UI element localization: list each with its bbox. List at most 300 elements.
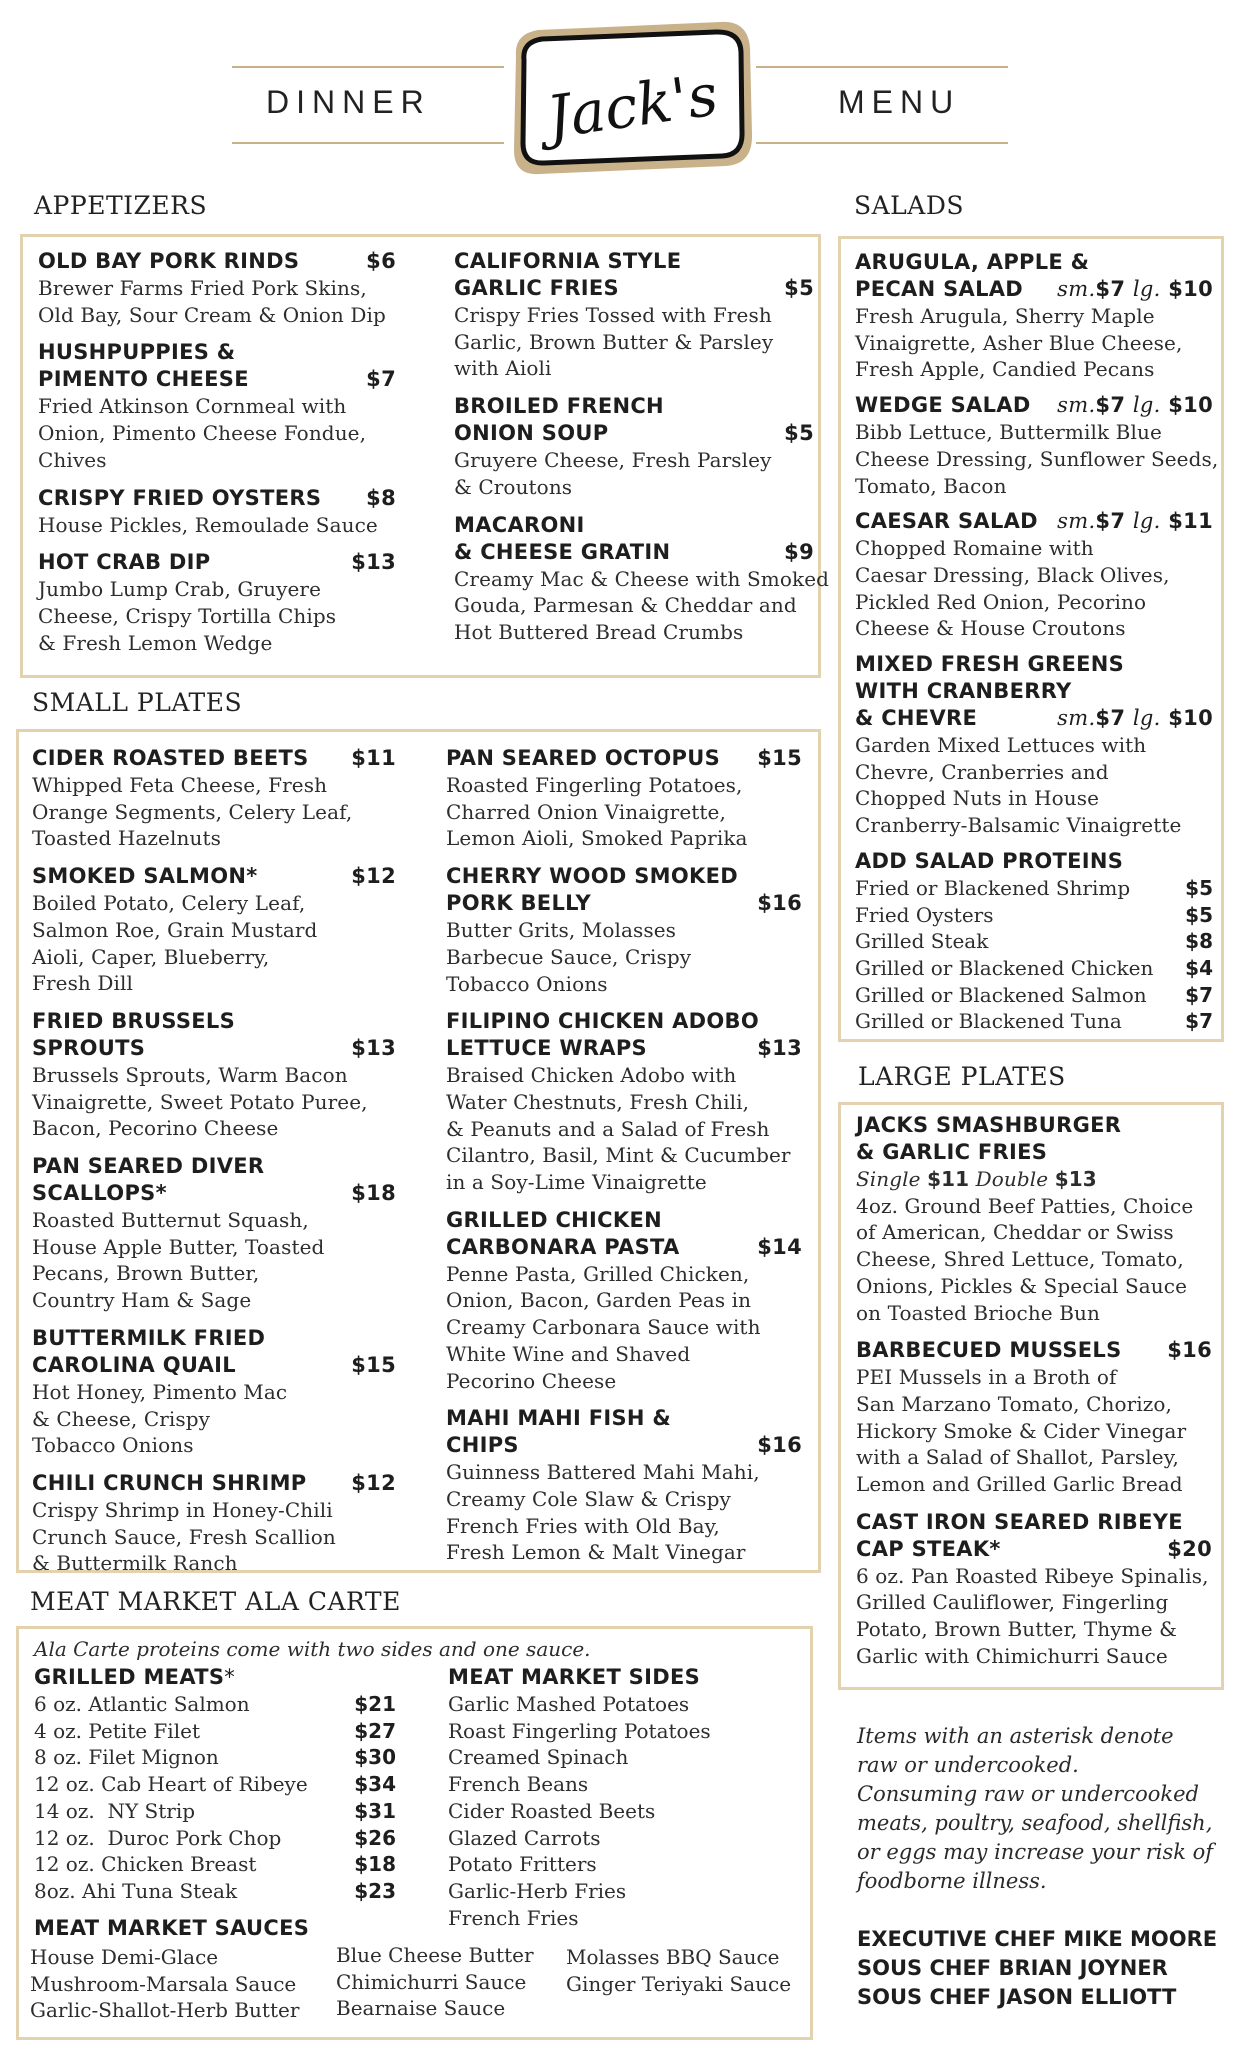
description-line: Onion, Bacon, Garden Peas in xyxy=(446,1288,752,1313)
item-name-line: PAN SEARED OCTOPUS xyxy=(446,746,720,770)
menu-item-wedge-salad xyxy=(855,392,1219,499)
description-line: Braised Chicken Adobo with xyxy=(446,1063,737,1088)
description-line: Creamy Cole Slaw & Crispy xyxy=(446,1486,731,1511)
item-name xyxy=(32,1352,396,1379)
menu-item-smoked-salmon xyxy=(32,863,396,997)
item-name-line: CHILI CRUNCH SHRIMP xyxy=(32,1470,307,1495)
large-plates-column xyxy=(856,1112,1212,1681)
item-description xyxy=(855,303,1213,383)
item-description xyxy=(454,302,814,382)
description-line: Gouda, Parmesan & Cheddar and xyxy=(454,593,797,618)
menu-item-broiled-french-onion-soup xyxy=(454,393,814,500)
protein-name: Fried Oysters xyxy=(855,902,994,927)
description-line: 6 oz. Pan Roasted Ribeye Spinalis, xyxy=(856,1563,1209,1588)
menu-item-macaroni-cheese-gratin xyxy=(454,512,830,646)
description-line: of American, Cheddar or Swiss xyxy=(856,1220,1174,1245)
menu-item-grilled-chicken-carbonara-pasta xyxy=(446,1207,802,1395)
salads-title: SALADS xyxy=(854,191,965,220)
meat-price: $21 xyxy=(354,1692,396,1716)
size-small-label: sm. xyxy=(1057,393,1096,418)
description-line: San Marzano Tomato, Chorizo, xyxy=(856,1391,1172,1416)
meat-name: 12 oz. Duroc Pork Chop xyxy=(34,1825,282,1850)
protein-price: $5 xyxy=(1185,875,1213,900)
large-price: $11 xyxy=(1168,509,1213,534)
item-name-line: OLD BAY PORK RINDS xyxy=(38,249,300,273)
description-line: Cilantro, Basil, Mint & Cucumber xyxy=(446,1143,791,1168)
item-name xyxy=(856,1509,1212,1536)
menu-item-pan-seared-diver-scallops xyxy=(32,1153,396,1314)
grilled-meats-title: GRILLED MEATS* xyxy=(34,1665,236,1689)
meat-name: 12 oz. Cab Heart of Ribeye xyxy=(34,1772,308,1797)
salad-protein-row xyxy=(855,928,1213,955)
side-item: Garlic-Herb Fries xyxy=(448,1878,627,1903)
item-name xyxy=(446,1207,802,1234)
size-small-label: sm. xyxy=(1057,509,1096,534)
disclaimer-line: or eggs may increase your risk of xyxy=(857,1840,1214,1864)
large-plates-items xyxy=(856,1337,1212,1669)
meat-name: 8oz. Ahi Tuna Steak xyxy=(34,1878,238,1903)
description-line: Hot Honey, Pimento Mac xyxy=(32,1379,288,1404)
protein-price: $5 xyxy=(1185,902,1213,927)
item-name xyxy=(32,1008,396,1062)
item-name-line: PAN SEARED DIVER xyxy=(32,1154,265,1179)
menu-item-mahi-mahi-fish-chips xyxy=(446,1405,802,1566)
jacks-logo xyxy=(494,14,764,186)
item-name-line: MACARONI xyxy=(454,512,585,537)
description-line: Potato, Brown Butter, Thyme & xyxy=(856,1617,1178,1642)
item-price: $5 xyxy=(784,421,814,446)
description-line: Garden Mixed Lettuces with xyxy=(855,733,1147,758)
item-price: $14 xyxy=(757,1234,802,1259)
item-description xyxy=(32,1207,396,1314)
description-line: House Pickles, Remoulade Sauce xyxy=(38,512,378,537)
description-line: Hot Buttered Bread Crumbs xyxy=(454,619,744,644)
item-name xyxy=(855,705,1213,732)
description-line: Fresh Dill xyxy=(32,971,133,996)
item-name-line: CARBONARA PASTA xyxy=(446,1234,680,1259)
item-name xyxy=(32,863,396,890)
description-line: Cheese, Shred Lettuce, Tomato, xyxy=(856,1247,1184,1272)
item-name-line: CAESAR SALAD xyxy=(855,509,1038,534)
small-price: $7 xyxy=(1095,706,1126,731)
meat-price: $34 xyxy=(354,1772,396,1797)
description-line: Fresh Lemon & Malt Vinegar xyxy=(446,1540,746,1565)
appetizers-title: APPETIZERS xyxy=(34,191,208,220)
description-line: Aioli, Caper, Blueberry, xyxy=(32,944,270,969)
header-dinner-word: DINNER xyxy=(266,84,431,120)
meat-market-content xyxy=(34,1636,804,1663)
description-line: Charred Onion Vinaigrette, xyxy=(446,799,726,824)
grilled-meat-row xyxy=(34,1878,396,1905)
grilled-meat-row xyxy=(34,1744,396,1771)
item-name-line: FILIPINO CHICKEN ADOBO xyxy=(446,1009,760,1034)
description-line: Gruyere Cheese, Fresh Parsley xyxy=(454,448,772,473)
item-name xyxy=(32,745,396,772)
menu-item-fried-brussels-sprouts xyxy=(32,1008,396,1142)
item-price: $6 xyxy=(366,249,396,273)
menu-item-smashburger xyxy=(856,1112,1212,1326)
item-name xyxy=(32,1470,396,1497)
description-line: Creamy Mac & Cheese with Smoked xyxy=(454,566,830,591)
description-line: Vinaigrette, Sweet Potato Puree, xyxy=(32,1089,368,1114)
description-line: Vinaigrette, Asher Blue Cheese, xyxy=(855,330,1183,355)
menu-item-hushpuppies-pimento-cheese xyxy=(38,339,396,473)
item-name xyxy=(454,420,814,447)
chef-name: SOUS CHEF JASON ELLIOTT xyxy=(857,1985,1177,2009)
meat-price: $23 xyxy=(354,1878,396,1903)
salads-column xyxy=(855,249,1219,1035)
side-item: Garlic Mashed Potatoes xyxy=(448,1692,690,1716)
item-price: $18 xyxy=(351,1181,396,1206)
grilled-meats-list xyxy=(34,1691,396,1905)
item-name-line: & CHEVRE xyxy=(855,706,978,731)
item-name-line: CIDER ROASTED BEETS xyxy=(32,746,309,770)
burger-price-line: Single $11 Double $13 xyxy=(856,1167,1097,1191)
item-price: $12 xyxy=(351,1470,396,1495)
item-description xyxy=(38,275,396,328)
size-small-label: sm. xyxy=(1057,277,1096,301)
item-price: $11 xyxy=(927,1167,970,1191)
description-line: Brussels Sprouts, Warm Bacon xyxy=(32,1062,348,1087)
description-line: in a Soy-Lime Vinaigrette xyxy=(446,1170,707,1195)
meat-name: 12 oz. Chicken Breast xyxy=(34,1852,257,1877)
meat-sauces-title-wrap xyxy=(34,1915,309,1942)
description-line: Chives xyxy=(38,447,107,472)
item-name xyxy=(446,1008,802,1035)
menu-item-chili-crunch-shrimp xyxy=(32,1470,396,1577)
item-price: $15 xyxy=(351,1352,396,1377)
header-rule-right-bottom xyxy=(756,142,1008,144)
disclaimer-line: Items with an asterisk denote xyxy=(857,1724,1174,1748)
protein-name: Grilled or Blackened Chicken xyxy=(855,955,1154,980)
item-price: $20 xyxy=(1167,1536,1212,1561)
side-item: Glazed Carrots xyxy=(448,1825,601,1850)
grilled-meat-row xyxy=(34,1718,396,1745)
grilled-meat-row xyxy=(34,1771,396,1798)
sauce-item: Garlic-Shallot-Herb Butter xyxy=(30,1998,300,2023)
meat-price: $18 xyxy=(354,1852,396,1877)
item-name xyxy=(855,276,1213,303)
menu-item-caesar-salad xyxy=(855,508,1213,642)
description-line: Cheese & House Croutons xyxy=(855,616,1126,641)
disclaimer-line: Consuming raw or undercooked xyxy=(857,1782,1199,1806)
header-rule-right-top xyxy=(756,66,1008,68)
description-line: Roasted Butternut Squash, xyxy=(32,1208,309,1233)
item-name xyxy=(38,339,396,366)
logo-text: Jack's xyxy=(542,60,722,152)
side-item: Cider Roasted Beets xyxy=(448,1798,656,1823)
salad-protein-row xyxy=(855,875,1213,902)
item-price: $13 xyxy=(351,1035,396,1060)
description-line: PEI Mussels in a Broth of xyxy=(856,1365,1117,1390)
chef-credits xyxy=(857,1925,1217,2012)
menu-item-cider-roasted-beets xyxy=(32,745,396,852)
item-name-line: BROILED FRENCH xyxy=(454,394,664,419)
description-line: Guinness Battered Mahi Mahi, xyxy=(446,1460,760,1485)
item-description xyxy=(446,1459,802,1566)
description-line: 4oz. Ground Beef Patties, Choice xyxy=(856,1193,1194,1218)
small-plates-left-column xyxy=(32,745,396,1588)
item-name xyxy=(855,249,1213,276)
meat-sauces-column-1 xyxy=(30,1944,299,2024)
item-price: $16 xyxy=(1167,1338,1212,1363)
item-price: $16 xyxy=(757,1433,802,1458)
description-line: Lemon Aioli, Smoked Paprika xyxy=(446,826,748,851)
description-line: Fried Atkinson Cornmeal with xyxy=(38,394,347,419)
large-price: $10 xyxy=(1168,393,1213,418)
side-item: Roast Fingerling Potatoes xyxy=(448,1718,711,1743)
salad-proteins-title xyxy=(855,848,1213,875)
meat-sauces-title: MEAT MARKET SAUCES xyxy=(34,1916,310,1940)
salad-price xyxy=(1049,705,1213,732)
description-line: & Peanuts and a Salad of Fresh xyxy=(446,1116,770,1141)
item-name xyxy=(32,1180,396,1207)
item-name xyxy=(446,1035,802,1062)
item-name xyxy=(855,651,1213,678)
protein-name: Grilled Steak xyxy=(855,929,989,954)
item-name-line: & CHEESE GRATIN xyxy=(454,539,671,564)
item-name xyxy=(454,539,814,566)
item-description xyxy=(855,732,1213,839)
item-price: $15 xyxy=(757,746,802,770)
description-line: Salmon Roe, Grain Mustard xyxy=(32,917,318,942)
description-line: with a Salad of Shallot, Parsley, xyxy=(856,1445,1179,1470)
item-name xyxy=(38,366,396,393)
item-description xyxy=(855,419,1219,499)
salad-price xyxy=(1049,508,1213,535)
disclaimer-line: foodborne illness. xyxy=(857,1869,1047,1893)
sauce-item: House Demi-Glace xyxy=(30,1945,219,1969)
header-rule-left-top xyxy=(232,66,504,68)
item-name-line: CRISPY FRIED OYSTERS xyxy=(38,485,322,510)
small-plates-title: SMALL PLATES xyxy=(32,688,243,717)
item-name-line: HOT CRAB DIP xyxy=(38,550,211,575)
menu-item-cast-iron-seared-ribeye-cap-steak xyxy=(856,1509,1212,1670)
item-name-line: MAHI MAHI FISH & CHIPS xyxy=(446,1406,671,1458)
description-line: Bacon, Pecorino Cheese xyxy=(32,1116,279,1141)
large-price: $10 xyxy=(1168,277,1213,301)
side-item: Creamed Spinach xyxy=(448,1745,629,1770)
size-large-label: lg. xyxy=(1132,277,1161,301)
item-description xyxy=(856,1563,1212,1670)
item-name xyxy=(32,1153,396,1180)
menu-item-pan-seared-octopus xyxy=(446,745,802,852)
meat-price: $27 xyxy=(354,1718,396,1743)
description-line: Crunch Sauce, Fresh Scallion xyxy=(32,1524,336,1549)
item-name xyxy=(454,512,814,539)
item-description xyxy=(454,447,814,500)
item-description xyxy=(454,566,830,646)
item-name xyxy=(454,393,814,420)
item-description xyxy=(856,1364,1212,1498)
item-description xyxy=(32,1379,396,1459)
description-line: Pickled Red Onion, Pecorino xyxy=(855,589,1147,614)
description-line: Toasted Hazelnuts xyxy=(32,826,221,851)
description-line: Crispy Shrimp in Honey-Chili xyxy=(32,1497,333,1522)
item-name xyxy=(32,1325,396,1352)
meat-sauces-column-2 xyxy=(336,1942,534,2022)
item-name-line: WITH CRANBERRY xyxy=(855,679,1072,704)
description-line: & Fresh Lemon Wedge xyxy=(38,630,273,655)
grilled-meat-row xyxy=(34,1851,396,1878)
size-large-label: lg. xyxy=(1132,393,1161,418)
meat-price: $26 xyxy=(354,1825,396,1850)
menu-item-hot-crab-dip xyxy=(38,549,396,656)
item-name xyxy=(856,1536,1212,1563)
menu-item-california-style-garlic-fries xyxy=(454,248,814,382)
item-name xyxy=(856,1337,1212,1364)
large-plates-title: LARGE PLATES xyxy=(858,1062,1066,1091)
item-name-line: LETTUCE WRAPS xyxy=(446,1036,647,1061)
description-line: & Buttermilk Ranch xyxy=(32,1551,238,1576)
item-description xyxy=(446,1062,802,1196)
menu-item-crispy-fried-oysters xyxy=(38,485,396,539)
item-price: $8 xyxy=(366,485,396,510)
salad-protein-row xyxy=(855,1008,1213,1035)
grilled-meat-row xyxy=(34,1825,396,1852)
description-line: Onion, Pimento Cheese Fondue, xyxy=(38,421,367,446)
description-line: Lemon and Grilled Garlic Bread xyxy=(856,1472,1183,1497)
item-name-line: FRIED BRUSSELS SPROUTS xyxy=(32,1008,236,1060)
item-name: JACKS SMASHBURGER xyxy=(856,1113,1122,1137)
item-description xyxy=(32,1497,396,1577)
description-line: Whipped Feta Cheese, Fresh xyxy=(32,773,328,797)
grilled-meat-row xyxy=(34,1691,396,1718)
description-line: Tobacco Onions xyxy=(32,1433,194,1458)
item-description xyxy=(856,1193,1212,1327)
protein-price: $8 xyxy=(1185,929,1213,954)
item-name-line: HUSHPUPPIES & xyxy=(38,340,236,365)
sauce-item: Ginger Teriyaki Sauce xyxy=(566,1971,792,1996)
meat-name: 4 oz. Petite Filet xyxy=(34,1718,200,1743)
menu-item-arugula-apple-pecan-salad xyxy=(855,249,1213,383)
description-line: White Wine and Shaved xyxy=(446,1341,691,1366)
description-line: Creamy Carbonara Sauce with xyxy=(446,1315,761,1340)
size-small-label: sm. xyxy=(1057,706,1096,731)
description-line: Fresh Arugula, Sherry Maple xyxy=(855,304,1155,328)
item-name-line: GRILLED CHICKEN xyxy=(446,1207,662,1232)
item-price: $13 xyxy=(351,550,396,575)
description-line: Cheese, Crispy Tortilla Chips xyxy=(38,603,337,628)
item-name-line: MIXED FRESH GREENS xyxy=(855,652,1125,677)
item-name xyxy=(454,275,814,302)
grilled-meat-row xyxy=(34,1798,396,1825)
item-name-line: BUTTERMILK FRIED xyxy=(32,1325,266,1350)
size-large-label: lg. xyxy=(1132,509,1161,534)
description-line: Tobacco Onions xyxy=(446,971,608,996)
protein-name: Fried or Blackened Shrimp xyxy=(855,875,1131,900)
item-description xyxy=(38,576,396,656)
description-line: Orange Segments, Celery Leaf, xyxy=(32,799,353,824)
item-name-line: PIMENTO CHEESE xyxy=(38,367,249,392)
item-name-line: PECAN SALAD xyxy=(855,277,1024,301)
small-price: $7 xyxy=(1095,393,1126,418)
raw-food-disclaimer xyxy=(857,1722,1237,1896)
sauce-item: Mushroom-Marsala Sauce xyxy=(30,1971,297,1996)
description-line: Chopped Romaine with xyxy=(855,536,1094,561)
menu-item-buttermilk-fried-carolina-quail xyxy=(32,1325,396,1459)
description-line: on Toasted Brioche Bun xyxy=(856,1300,1100,1325)
meat-sides-title: MEAT MARKET SIDES xyxy=(448,1665,701,1689)
description-line: Boiled Potato, Celery Leaf, xyxy=(32,891,306,916)
description-line: House Apple Butter, Toasted xyxy=(32,1234,325,1259)
item-price: $7 xyxy=(366,367,396,392)
grilled-meats-column xyxy=(34,1664,396,1905)
description-line: Hickory Smoke & Cider Vinegar xyxy=(856,1418,1187,1443)
item-description xyxy=(38,512,396,539)
salad-protein-row xyxy=(855,955,1213,982)
item-name-line: CAROLINA QUAIL xyxy=(32,1352,236,1377)
protein-name: Grilled or Blackened Salmon xyxy=(855,982,1147,1007)
description-line: Crispy Fries Tossed with Fresh xyxy=(454,303,772,327)
item-name-line: PORK BELLY xyxy=(446,891,592,916)
item-name-line: WEDGE SALAD xyxy=(855,393,1031,418)
meat-sauces-column-3 xyxy=(566,1944,791,1997)
item-price: $11 xyxy=(351,746,396,770)
disclaimer-line: raw or undercooked. xyxy=(857,1753,1079,1777)
item-description xyxy=(446,1261,802,1395)
item-name-line: SCALLOPS* xyxy=(32,1181,167,1206)
sauce-item: Bearnaise Sauce xyxy=(336,1996,506,2021)
item-name xyxy=(454,248,814,275)
description-line: & Croutons xyxy=(454,474,573,499)
protein-price: $4 xyxy=(1185,955,1213,980)
menu-item-old-bay-pork-rinds xyxy=(38,248,396,328)
salad-protein-row xyxy=(855,902,1213,929)
item-price: $12 xyxy=(351,864,396,889)
meat-sides-column xyxy=(448,1664,788,1931)
description-line: Pecorino Cheese xyxy=(446,1368,617,1393)
sauce-item: Blue Cheese Butter xyxy=(336,1943,534,1967)
item-description xyxy=(446,772,802,852)
item-price: $13 xyxy=(1054,1167,1097,1191)
item-name xyxy=(38,248,396,275)
description-line: Butter Grits, Molasses xyxy=(446,918,677,943)
item-name: & GARLIC FRIES xyxy=(856,1140,1048,1164)
description-line: Caesar Dressing, Black Olives, xyxy=(855,562,1170,587)
description-line: Cranberry-Balsamic Vinaigrette xyxy=(855,813,1182,838)
description-line: Roasted Fingerling Potatoes, xyxy=(446,773,743,797)
menu-item-barbecued-mussels xyxy=(856,1337,1212,1498)
item-name xyxy=(446,863,802,890)
description-line: & Cheese, Crispy xyxy=(32,1406,211,1431)
meat-price: $31 xyxy=(354,1798,396,1823)
description-line: Penne Pasta, Grilled Chicken, xyxy=(446,1261,750,1286)
meat-name: 6 oz. Atlantic Salmon xyxy=(34,1692,250,1716)
item-name xyxy=(855,392,1213,419)
description-line: Barbecue Sauce, Crispy xyxy=(446,944,692,969)
description-line: Country Ham & Sage xyxy=(32,1288,252,1313)
item-name-line: BARBECUED MUSSELS xyxy=(856,1338,1122,1363)
menu-item-filipino-chicken-adobo-lettuce-wraps xyxy=(446,1008,802,1196)
meat-name: 8 oz. Filet Mignon xyxy=(34,1745,219,1770)
salad-proteins-title-text: ADD SALAD PROTEINS xyxy=(855,848,1124,873)
header-menu-word: MENU xyxy=(838,84,961,120)
protein-name: Grilled or Blackened Tuna xyxy=(855,1009,1122,1034)
appetizers-right-column xyxy=(454,248,830,657)
sauce-item: Chimichurri Sauce xyxy=(336,1969,527,1994)
header-rule-left-bottom xyxy=(232,142,504,144)
description-line: Bibb Lettuce, Buttermilk Blue xyxy=(855,420,1162,445)
item-price: $5 xyxy=(784,276,814,300)
item-name xyxy=(446,1234,802,1261)
side-item: French Beans xyxy=(448,1772,589,1797)
item-price: $9 xyxy=(784,539,814,564)
item-description xyxy=(32,772,396,852)
menu-item-mixed-fresh-greens-with-cranberry-chevre xyxy=(855,651,1213,839)
protein-price: $7 xyxy=(1185,1009,1213,1034)
salad-protein-row xyxy=(855,982,1213,1009)
